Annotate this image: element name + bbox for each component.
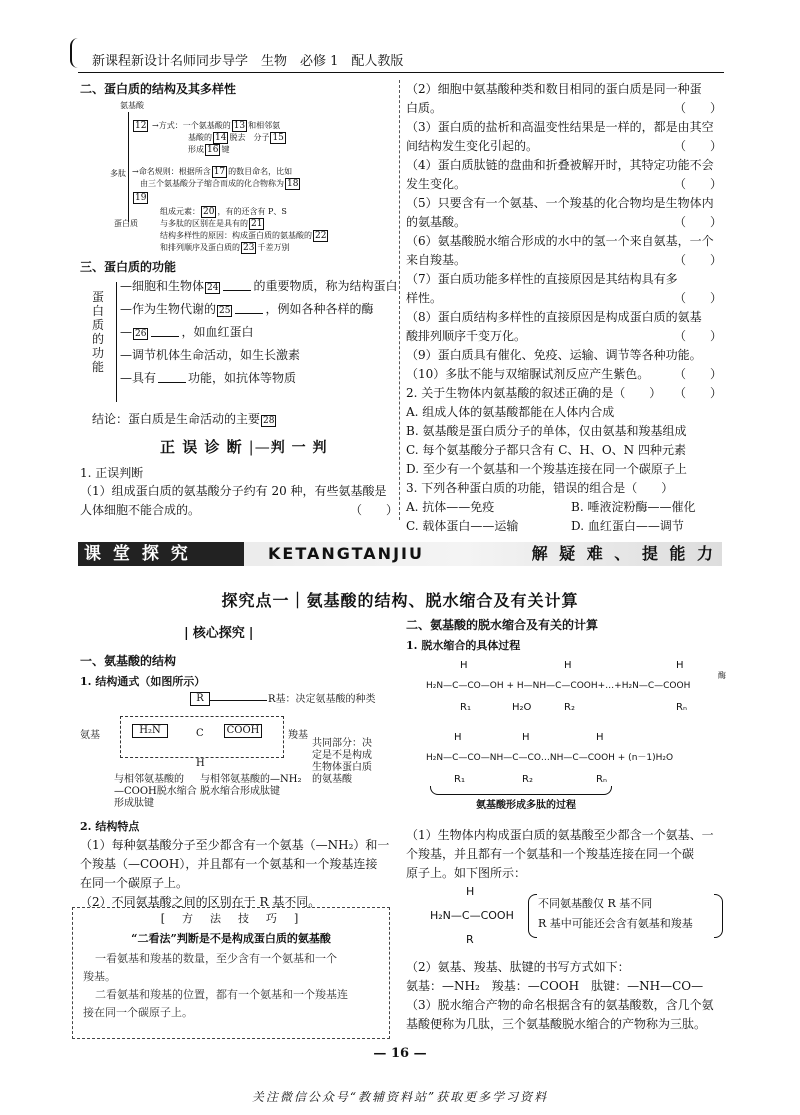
blank-15: 15 xyxy=(272,133,284,143)
header-bracket xyxy=(70,38,80,68)
answer-paren[interactable]: （ ） xyxy=(673,367,722,381)
t1a: （1）生物体内构成蛋白质的氨基酸至少都含一个氨基、一 xyxy=(406,828,714,842)
p1a: （1）每种氨基酸分子至少都含有一个氨基（—NH₂）和一 xyxy=(80,838,390,852)
ll-h1: 一、氨基酸的结构 xyxy=(80,654,177,668)
gen-brace xyxy=(528,894,537,938)
eq1-h2o: H₂O xyxy=(512,702,532,713)
general-formula xyxy=(430,886,730,950)
blank-26: 26 xyxy=(135,329,147,339)
eq1-r2: R₂ xyxy=(564,702,575,713)
eq1-rn: Rₙ xyxy=(676,702,687,713)
map-p2-text: 由三个氨基酸分子缩合而成的化合物称为 xyxy=(140,179,284,188)
j6b: 来自羧基。 xyxy=(406,253,467,267)
map-d1b: ，有的还含有 P、S xyxy=(217,207,287,216)
q1-1b: 人体细胞不能合成的。 xyxy=(80,503,201,517)
map-duotai: 多肽 xyxy=(110,169,126,178)
answer-paren[interactable]: （ ） xyxy=(673,253,722,267)
map-l1a: →方式：一个氨基酸的 xyxy=(152,121,231,130)
lr-text2 xyxy=(406,958,724,1034)
q3-option-d[interactable]: D. 血红蛋白——调节 xyxy=(571,519,684,533)
m1b: 羧基。 xyxy=(83,970,116,983)
m2a: 二看氨基和羧基的位置，都有一个氨基和一个羧基连 xyxy=(95,988,348,1001)
q1-title: 1. 正误判断 xyxy=(80,466,144,480)
map-d4b: 千差万别 xyxy=(257,243,290,252)
h2n-box: H₂N xyxy=(132,724,168,738)
j2b: 白质。 xyxy=(406,101,443,115)
j7b: 样性。 xyxy=(406,291,443,305)
eq2: H₂N—C—CO—NH—C—CO…NH—C—COOH + (n－1)H₂O xyxy=(426,753,674,763)
gen-formula: H₂N—C—COOH xyxy=(430,909,514,922)
eq2-brace xyxy=(430,786,612,795)
func-label: 蛋白质的功能 xyxy=(92,290,105,374)
c-center: C xyxy=(196,728,204,739)
blank-17: 17 xyxy=(213,167,226,177)
conclusion xyxy=(92,410,277,429)
eq1-h-top: H xyxy=(460,660,468,671)
eq2-r1: R₁ xyxy=(454,774,465,785)
j6b-line xyxy=(406,251,722,270)
carboxyl-label: 羧基 xyxy=(288,730,308,741)
h-bottom: H xyxy=(196,758,205,769)
adj1-2: 形成肽键 xyxy=(114,798,154,809)
adj2-1: 脱水缩合形成肽键 xyxy=(200,786,280,797)
map-row2 xyxy=(188,132,287,144)
cooh-box: COOH xyxy=(224,724,262,738)
q3-option-a[interactable]: A. 抗体——免疫 xyxy=(406,500,495,514)
adj2-0: 与相邻氨基酸的—NH₂ xyxy=(200,774,302,785)
func-2b: ，例如各种各样的酶 xyxy=(265,302,374,316)
j8b: 酸排列顺序千变万化。 xyxy=(406,329,527,343)
r-arrow xyxy=(209,700,267,701)
eq2-h-top3: H xyxy=(596,732,604,743)
header-rule xyxy=(78,72,724,73)
column-divider xyxy=(399,80,400,520)
answer-paren[interactable]: （ ） xyxy=(673,215,722,229)
q3: 3. 下列各种蛋白质的功能，错误的组合是（ ） xyxy=(406,481,674,495)
ll-s2: 2. 结构特点 xyxy=(80,820,140,833)
eq1-h-top2: H xyxy=(564,660,572,671)
blank-12: 12 xyxy=(135,121,147,131)
answer-paren[interactable]: （ ） xyxy=(673,291,722,305)
j2a: （2）细胞中氨基酸种类和数目相同的蛋白质是同一种蛋 xyxy=(406,82,702,96)
blank-23: 23 xyxy=(243,243,255,253)
map-d2-text: 与多肽的区别在是具有的 xyxy=(160,219,248,228)
func-3b: ，如血红蛋白 xyxy=(181,325,254,339)
map-p1 xyxy=(132,166,292,178)
j6a: （6）氨基酸脱水缩合形成的水中的氢一个来自氨基，一个 xyxy=(406,234,714,248)
method-head-text: 方 法 技 巧 xyxy=(182,912,280,925)
eq2-r2: R₂ xyxy=(522,774,533,785)
adj1-note xyxy=(114,774,197,810)
func-5: —具有 功能，如抗体等物质 xyxy=(120,371,297,385)
j9: （9）蛋白质具有催化、免疫、运输、调节等各种功能。 xyxy=(406,348,702,362)
banner-left: 课 堂 探 究 xyxy=(78,542,244,566)
map-p2 xyxy=(140,178,301,190)
q2: 2. 关于生物体内氨基酸的叙述正确的是（ ） xyxy=(406,386,662,400)
map-vline xyxy=(128,112,129,222)
method-box xyxy=(72,907,390,1039)
blank-24: 24 xyxy=(207,283,219,293)
j7b-line xyxy=(406,289,722,308)
amino-label: 氨基 xyxy=(80,730,100,741)
blank-19: 19 xyxy=(135,193,147,203)
banner-mid: KETANGTANJIU xyxy=(268,544,424,563)
banner-right: 解 疑 难 、 提 能 力 xyxy=(531,544,716,563)
eq1-h-top3: H xyxy=(676,660,684,671)
func-1a: 细胞和生物体 xyxy=(132,279,205,293)
footer-note: 关注微信公众号“教辅资料站”获取更多学习资料 xyxy=(251,1090,549,1104)
section-banner xyxy=(78,542,722,566)
blank-line xyxy=(223,279,251,291)
t3a: （3）脱水缩合产物的命名根据含有的氨基酸数，含几个氨 xyxy=(406,998,714,1012)
q3-option-b[interactable]: B. 唾液淀粉酶——催化 xyxy=(571,500,696,514)
map-l3a: 形成 xyxy=(188,145,204,154)
func-4-text: 调节机体生命活动，如生长激素 xyxy=(132,348,301,362)
r-note: R基：决定氨基酸的种类 xyxy=(268,694,376,705)
lr-h2: 二、氨基酸的脱水缩合及有关的计算 xyxy=(406,618,599,632)
q2-option-c[interactable]: C. 每个氨基酸分子都只含有 C、H、O、N 四种元素 xyxy=(406,443,686,457)
eq1-r1: R₁ xyxy=(460,702,471,713)
t1c: 原子上。如下图所示： xyxy=(406,866,527,880)
t1b: 个羧基，并且都有一个氨基和一个羧基连接在同一个碳 xyxy=(406,847,695,861)
j3b: 间结构发生变化引起的。 xyxy=(406,139,539,153)
q3-option-c[interactable]: C. 载体蛋白——运输 xyxy=(406,519,519,533)
method-body xyxy=(73,948,389,1024)
common-part xyxy=(312,738,372,786)
p1b: 个羧基（—COOH），并且都有一个氨基和一个羧基连接 xyxy=(80,857,378,871)
j8b-line xyxy=(406,327,722,346)
t2: （2）氨基、羧基、肽键的书写方式如下： xyxy=(406,960,630,974)
blank-13: 13 xyxy=(233,121,246,131)
map-row1 xyxy=(132,120,280,132)
map-l2a: 基酸的 xyxy=(188,133,212,142)
section-title: 探究点一｜氨基酸的结构、脱水缩合及有关计算 xyxy=(221,591,579,610)
header-title: 新课程新设计名师同步导学 生物 必修 1 配人教版 xyxy=(92,54,404,69)
func-5b: 功能，如抗体等物质 xyxy=(188,371,297,385)
func-1b: 的重要物质，称为结构蛋白 xyxy=(253,279,398,293)
method-head: [ 方 法 技 巧 ] xyxy=(160,912,302,925)
answer-paren[interactable]: （ ） xyxy=(673,101,722,115)
m1a: 一看氨基和羧基的数量，至少含有一个氨基和一个 xyxy=(95,952,337,965)
t2b: 氨基：—NH₂ 羧基：—COOH 肽键：—NH—CO— xyxy=(406,979,704,993)
adj1-0: 与相邻氨基酸的 xyxy=(114,774,184,785)
map-d4 xyxy=(160,242,289,254)
func-5a: 具有 xyxy=(132,371,157,385)
eq2-h-top: H xyxy=(454,732,462,743)
map-l2b: 脱去 分子 xyxy=(229,133,270,142)
j5a: （5）只要含有一个氨基、一个羧基的化合物均是生物体内 xyxy=(406,196,714,210)
adj2-note xyxy=(200,774,301,798)
blank-28: 28 xyxy=(263,416,275,426)
answer-paren[interactable]: （ ） xyxy=(673,177,722,191)
func-3: — 26 ，如血红蛋白 xyxy=(120,325,254,339)
func-1: —细胞和生物体 24 的重要物质，称为结构蛋白 xyxy=(120,279,398,293)
sec3-title: 三、蛋白质的功能 xyxy=(80,260,177,274)
q1-1a: （1）组成蛋白质的氨基酸分子约有 20 种，有些氨基酸是 xyxy=(80,484,387,498)
r-box: R xyxy=(190,692,210,706)
func-4: —调节机体生命活动，如生长激素 xyxy=(120,348,301,362)
map-protein: 蛋白质 xyxy=(114,219,138,228)
adj1-1: —COOH脱水缩合 xyxy=(114,786,197,797)
ll-s1: 1. 结构通式（如图所示） xyxy=(80,675,206,688)
answer-paren[interactable]: （ ） xyxy=(673,386,722,400)
func-2a: 作为生物代谢的 xyxy=(132,302,217,316)
j5b: 的氨基酸。 xyxy=(406,215,467,229)
t3b: 基酸便称为几肽，三个氨基酸脱水缩合的产物称为三肽。 xyxy=(406,1017,707,1031)
q1-1 xyxy=(80,482,398,520)
map-row19 xyxy=(132,192,149,204)
j7a: （7）蛋白质功能多样性的直接原因是其结构具有多 xyxy=(406,272,678,286)
blank-25: 25 xyxy=(219,306,231,316)
gen-brace-r xyxy=(714,894,723,938)
common-2: 生物体蛋白质 xyxy=(312,762,372,773)
j3b-line xyxy=(406,137,722,156)
common-0: 共同部分：决 xyxy=(312,738,372,749)
sec2-title: 二、蛋白质的结构及其多样性 xyxy=(80,82,237,96)
structure-diagram xyxy=(80,692,400,812)
j5b-line xyxy=(406,213,722,232)
gen-h: H xyxy=(466,885,475,898)
blank-14: 14 xyxy=(215,133,227,143)
map-d2 xyxy=(160,218,265,230)
answer-paren[interactable]: （ ） xyxy=(349,503,398,517)
map-d1 xyxy=(160,206,287,218)
common-3: 的氨基酸 xyxy=(312,774,352,785)
eq1: H₂N—C—CO—OH + H—NH—C—COOH+…+H₂N—C—COOH xyxy=(426,681,691,691)
eq2-h-top2: H xyxy=(522,732,530,743)
q3-cd xyxy=(406,517,722,536)
q2-option-b[interactable]: B. 氨基酸是蛋白质分子的单体，仅由氨基和羧基组成 xyxy=(406,424,687,438)
eq2-rn: Rₙ xyxy=(596,774,607,785)
enzyme-label: 酶 xyxy=(718,671,726,680)
common-1: 定是不是构成 xyxy=(312,750,372,761)
brace-2: R 基中可能还会含有氨基和羧基 xyxy=(538,917,693,930)
zhengwu-title: 正 误 诊 断 xyxy=(160,438,243,456)
core-label: | 核心探究 | xyxy=(184,626,254,641)
q1-1b-line xyxy=(80,501,398,520)
blank-16: 16 xyxy=(207,145,219,155)
j2b-line xyxy=(406,99,722,118)
j8a: （8）蛋白质结构多样性的直接原因是构成蛋白质的氨基 xyxy=(406,310,702,324)
blank-line xyxy=(151,325,179,337)
map-row3 xyxy=(188,144,229,156)
core-text: 核心探究 xyxy=(192,626,245,641)
method-title: “二看法”判断是不是构成蛋白质的氨基酸 xyxy=(131,932,331,945)
q3-ab xyxy=(406,498,722,517)
j4b-line xyxy=(406,175,722,194)
blank-20: 20 xyxy=(203,207,215,217)
func-2: —作为生物代谢的 25 ，例如各种各样的酶 xyxy=(120,302,374,316)
p1c: 在同一个碳原子上。 xyxy=(80,876,189,890)
diagram-caption: 氨基酸形成多肽的过程 xyxy=(476,800,576,811)
zhengwu-header: 正 误 诊 断 |—判 一 判 xyxy=(160,438,328,456)
blank-line xyxy=(235,302,263,314)
map-d3 xyxy=(160,230,329,242)
q2-option-d[interactable]: D. 至少有一个氨基和一个羧基连接在同一个碳原子上 xyxy=(406,462,687,476)
map-d4-text: 和排列顺序及蛋白质的 xyxy=(160,243,240,252)
map-p1-text: →命名规则：根据所含 xyxy=(132,167,211,176)
func-list xyxy=(120,275,396,390)
map-p1b: 的数目命名，比如 xyxy=(228,167,293,176)
j3a: （3）蛋白质的盐析和高温变性结果是一样的，都是由其空 xyxy=(406,120,714,134)
page-number: — 16 — xyxy=(373,1046,427,1061)
blank-22: 22 xyxy=(315,231,327,241)
q2-option-a[interactable]: A. 组成人体的氨基酸都能在人体内合成 xyxy=(406,405,615,419)
answer-paren[interactable]: （ ） xyxy=(673,139,722,153)
m2b: 接在同一个碳原子上。 xyxy=(83,1006,193,1019)
j4b: 发生变化。 xyxy=(406,177,467,191)
map-l3b: 键 xyxy=(221,145,230,154)
concept-map xyxy=(110,100,395,253)
lr-text1 xyxy=(406,826,724,883)
zhengwu-sub: 判 一 判 xyxy=(270,440,328,456)
map-d3-text: 结构多样性的原因：构成蛋白质的氨基酸的 xyxy=(160,231,312,240)
condensation-diagram xyxy=(406,656,724,814)
answer-paren[interactable]: （ ） xyxy=(673,329,722,343)
j4a: （4）蛋白质肽链的盘曲和折叠被解开时，其特定功能不会 xyxy=(406,158,714,172)
p2: （2）不同氨基酸之间的区别在于 R 基不同。 xyxy=(80,895,321,909)
gen-r: R xyxy=(466,933,474,946)
blank-18: 18 xyxy=(287,179,299,189)
map-d1-text: 组成元素： xyxy=(160,207,200,216)
map-l1b: 和相邻氨 xyxy=(248,121,281,130)
lr-s1: 1. 脱水缩合的具体过程 xyxy=(406,639,521,652)
map-root: 氨基酸 xyxy=(120,101,144,110)
brace-1: 不同氨基酸仅 R 基不同 xyxy=(538,897,653,910)
right-judgments xyxy=(406,80,722,536)
blank-21: 21 xyxy=(251,219,263,229)
ll-points xyxy=(80,836,398,912)
conclusion-text: 结论：蛋白质是生命活动的主要 xyxy=(92,412,261,426)
j10: （10）多肽不能与双缩脲试剂反应产生紫色。 xyxy=(406,367,650,381)
blank-line xyxy=(158,371,186,383)
